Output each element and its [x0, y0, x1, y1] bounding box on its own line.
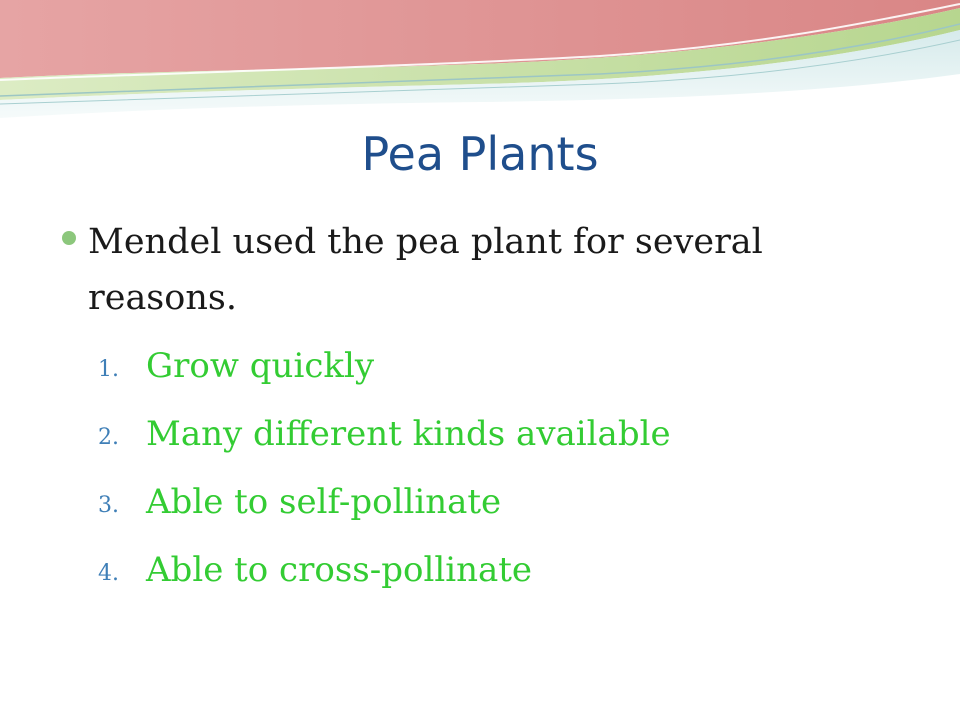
list-item: [98, 338, 878, 406]
list-item-text: Able to cross-pollinate: [146, 550, 533, 590]
list-item-number: 3.: [98, 493, 119, 518]
list-item: [98, 474, 878, 542]
numbered-list: [98, 338, 878, 610]
list-item: [98, 542, 878, 610]
list-item-number: 2.: [98, 425, 119, 450]
list-item-number: 4.: [98, 561, 119, 586]
list-item-text: Many different kinds available: [146, 414, 671, 454]
list-item: [98, 406, 878, 474]
bullet-text: Mendel used the pea plant for several reasons.: [88, 222, 763, 318]
bullet-dot-icon: [62, 231, 76, 245]
slide-title: Pea Plants: [361, 127, 599, 181]
list-item-text: Able to self-pollinate: [146, 482, 502, 522]
list-item-text: Grow quickly: [146, 346, 375, 386]
wave-header-decoration: [0, 0, 960, 120]
list-item-number: 1.: [98, 357, 119, 382]
